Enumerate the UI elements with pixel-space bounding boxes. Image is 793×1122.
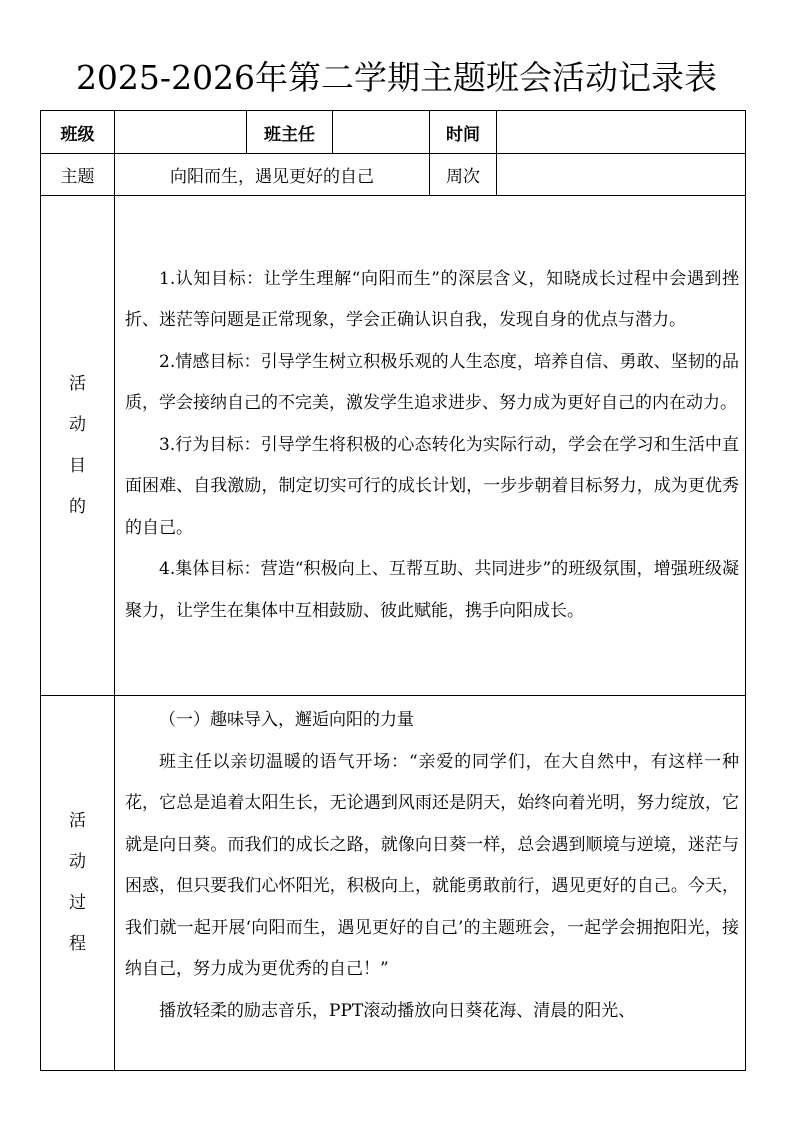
week-value xyxy=(497,154,746,196)
header-row-2 xyxy=(41,154,746,196)
purpose-label-char: 动 xyxy=(69,414,86,435)
process-label-char: 动 xyxy=(69,852,86,872)
purpose-label-char: 目 xyxy=(69,455,86,476)
class-value xyxy=(115,111,247,154)
purpose-row xyxy=(41,196,746,696)
purpose-paragraph: 1.认知目标：让学生理解“向阳而生”的深层含义，知晓成长过程中会遇到挫折、迷茫等问题是正常现象，学会正确认识自我，发现自身的优点与潜力。 xyxy=(125,268,739,331)
process-section-heading: （一）趣味导入，邂逅向阳的力量 xyxy=(159,710,414,730)
class-label: 班级 xyxy=(41,111,115,154)
process-row xyxy=(41,696,746,1071)
week-label: 周次 xyxy=(430,154,497,196)
purpose-label-char: 活 xyxy=(69,373,86,394)
process-label-char: 程 xyxy=(69,934,86,954)
process-content xyxy=(115,696,746,1071)
purpose-paragraph: 2.情感目标：引导学生树立积极乐观的人生态度，培养自信、勇敢、坚韧的品质，学会接纳自己的不完美，激发学生追求进步、努力成为更好自己的内在动力。 xyxy=(125,351,739,414)
theme-value: 向阳而生，遇见更好的自己 xyxy=(115,154,430,196)
process-paragraph: 班主任以亲切温暖的语气开场：“亲爱的同学们，在大自然中，有这样一种花，它总是追着太阳生长，无论遇到风雨还是阴天，始终向着光明，努力绽放，它就是向日葵。而我们的成长之路，就像向日葵一样，总会遇到顺境与逆境，迷茫与困惑，但只要我们心怀阳光，积极向上，就能勇敢前行，遇见更好的自己。今天，我们就一起开展‘向阳而生，遇见更好的自己’的主题班会，一起学会拥抱阳光，接纳自己，努力成为更优秀的自己！” xyxy=(125,751,739,979)
teacher-value xyxy=(333,111,430,154)
process-label-char: 活 xyxy=(69,811,86,831)
purpose-paragraph: 3.行为目标：引导学生将积极的心态转化为实际行动，学会在学习和生活中直面困难、自我激励，制定切实可行的成长计划，一步步朝着目标努力，成为更优秀的自己。 xyxy=(125,434,739,538)
teacher-label: 班主任 xyxy=(247,111,333,154)
purpose-content xyxy=(115,196,746,696)
process-label-char: 过 xyxy=(69,893,86,913)
process-label xyxy=(41,696,115,1071)
page-title: 2025-2026年第二学期主题班会活动记录表 xyxy=(75,58,718,97)
time-value xyxy=(497,111,746,154)
process-paragraph: 播放轻柔的励志音乐，PPT滚动播放向日葵花海、清晨的阳光、 xyxy=(159,1000,636,1021)
record-table xyxy=(40,110,746,1071)
purpose-label-char: 的 xyxy=(69,496,86,517)
theme-label: 主题 xyxy=(41,154,115,196)
header-row-1 xyxy=(41,111,746,154)
purpose-paragraph: 4.集体目标：营造“积极向上、互帮互助、共同进步”的班级氛围，增强班级凝聚力，让学生在集体中互相鼓励、彼此赋能，携手向阳成长。 xyxy=(125,559,739,621)
purpose-label xyxy=(41,196,115,696)
time-label: 时间 xyxy=(430,111,497,154)
